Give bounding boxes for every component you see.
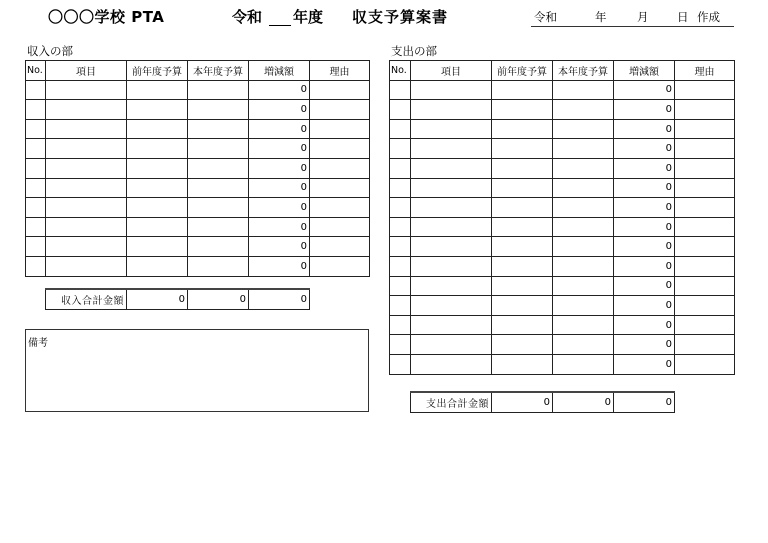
cell-no — [26, 158, 46, 178]
table-row — [390, 178, 735, 198]
table-row — [390, 139, 735, 159]
cell-prev-budget[interactable] — [492, 178, 553, 198]
cell-prev-budget[interactable] — [492, 100, 553, 120]
cell-no — [26, 198, 46, 218]
cell-curr-budget[interactable] — [553, 139, 614, 159]
date-era: 令和 — [534, 10, 557, 24]
title-nendo: 年度 — [293, 8, 324, 26]
col-header-prev-budget: 前年度予算 — [127, 61, 188, 81]
col-header-difference: 増減額 — [614, 61, 675, 81]
cell-difference: 0 — [614, 139, 675, 159]
cell-prev-budget[interactable] — [127, 256, 188, 276]
cell-reason[interactable] — [310, 178, 370, 198]
cell-no — [390, 256, 411, 276]
table-row — [390, 256, 735, 276]
cell-no — [390, 158, 411, 178]
cell-item[interactable] — [411, 217, 492, 237]
title-era: 令和 — [232, 8, 263, 26]
cell-curr-budget[interactable] — [188, 119, 249, 139]
table-row — [26, 256, 370, 276]
cell-prev-budget[interactable] — [127, 119, 188, 139]
cell-difference: 0 — [614, 296, 675, 316]
cell-reason[interactable] — [675, 276, 735, 296]
cell-item[interactable] — [411, 178, 492, 198]
table-row — [390, 315, 735, 335]
cell-reason[interactable] — [310, 100, 370, 120]
cell-no — [390, 100, 411, 120]
expense-total-curr: 0 — [553, 392, 614, 412]
cell-prev-budget[interactable] — [127, 217, 188, 237]
cell-curr-budget[interactable] — [188, 217, 249, 237]
cell-difference: 0 — [249, 198, 310, 218]
col-header-prev-budget: 前年度予算 — [492, 61, 553, 81]
cell-no — [390, 296, 411, 316]
cell-curr-budget[interactable] — [553, 178, 614, 198]
cell-item[interactable] — [411, 158, 492, 178]
school-name: 〇〇〇学校 PTA — [48, 8, 165, 26]
cell-curr-budget[interactable] — [188, 237, 249, 257]
cell-item[interactable] — [411, 237, 492, 257]
cell-difference: 0 — [614, 198, 675, 218]
cell-curr-budget[interactable] — [553, 80, 614, 100]
table-row — [390, 198, 735, 218]
table-row — [390, 119, 735, 139]
cell-difference: 0 — [249, 139, 310, 159]
cell-curr-budget[interactable] — [553, 237, 614, 257]
income-total-curr: 0 — [188, 289, 249, 309]
income-section-label: 収入の部 — [27, 44, 73, 58]
cell-reason[interactable] — [675, 237, 735, 257]
cell-item[interactable] — [46, 139, 127, 159]
cell-item[interactable] — [411, 198, 492, 218]
cell-curr-budget[interactable] — [553, 119, 614, 139]
cell-item[interactable] — [46, 178, 127, 198]
expense-total-row — [411, 392, 675, 412]
expense-header-row — [390, 61, 735, 81]
cell-no — [26, 217, 46, 237]
cell-reason[interactable] — [310, 217, 370, 237]
cell-prev-budget[interactable] — [492, 139, 553, 159]
table-row — [390, 100, 735, 120]
creation-date-field[interactable] — [531, 8, 734, 27]
cell-difference: 0 — [614, 315, 675, 335]
cell-reason[interactable] — [675, 178, 735, 198]
cell-prev-budget[interactable] — [127, 198, 188, 218]
cell-curr-budget[interactable] — [553, 256, 614, 276]
cell-difference: 0 — [614, 80, 675, 100]
cell-no — [26, 237, 46, 257]
cell-no — [26, 139, 46, 159]
cell-item[interactable] — [411, 296, 492, 316]
cell-prev-budget[interactable] — [492, 237, 553, 257]
cell-prev-budget[interactable] — [127, 237, 188, 257]
cell-prev-budget[interactable] — [492, 217, 553, 237]
cell-curr-budget[interactable] — [188, 198, 249, 218]
date-day-label: 日 — [677, 10, 689, 24]
cell-item[interactable] — [46, 217, 127, 237]
cell-reason[interactable] — [310, 139, 370, 159]
cell-difference: 0 — [614, 119, 675, 139]
cell-difference: 0 — [249, 217, 310, 237]
cell-curr-budget[interactable] — [553, 158, 614, 178]
cell-difference: 0 — [614, 256, 675, 276]
col-header-reason: 理由 — [675, 61, 735, 81]
date-created-label: 作成 — [697, 10, 720, 24]
cell-curr-budget[interactable] — [188, 100, 249, 120]
table-row — [390, 80, 735, 100]
cell-prev-budget[interactable] — [492, 354, 553, 374]
cell-curr-budget[interactable] — [553, 276, 614, 296]
table-row — [26, 119, 370, 139]
cell-difference: 0 — [614, 158, 675, 178]
table-row — [390, 354, 735, 374]
col-header-item: 項目 — [411, 61, 492, 81]
cell-curr-budget[interactable] — [553, 217, 614, 237]
col-header-curr-budget: 本年度予算 — [553, 61, 614, 81]
cell-curr-budget[interactable] — [188, 139, 249, 159]
cell-no — [390, 178, 411, 198]
cell-prev-budget[interactable] — [492, 335, 553, 355]
expense-table — [389, 60, 735, 375]
cell-prev-budget[interactable] — [127, 158, 188, 178]
cell-no — [390, 354, 411, 374]
cell-item[interactable] — [411, 119, 492, 139]
cell-reason[interactable] — [310, 80, 370, 100]
cell-no — [26, 178, 46, 198]
cell-item[interactable] — [46, 80, 127, 100]
cell-curr-budget[interactable] — [553, 335, 614, 355]
expense-total-label: 支出合計金額 — [411, 392, 492, 412]
cell-prev-budget[interactable] — [492, 296, 553, 316]
cell-curr-budget[interactable] — [188, 256, 249, 276]
cell-no — [390, 80, 411, 100]
cell-no — [390, 335, 411, 355]
cell-difference: 0 — [249, 256, 310, 276]
table-row — [26, 237, 370, 257]
table-row — [26, 158, 370, 178]
cell-curr-budget[interactable] — [553, 354, 614, 374]
cell-difference: 0 — [249, 237, 310, 257]
cell-item[interactable] — [46, 158, 127, 178]
cell-difference: 0 — [614, 100, 675, 120]
income-total-label: 収入合計金額 — [46, 289, 127, 309]
cell-reason[interactable] — [310, 256, 370, 276]
date-month-label: 月 — [637, 10, 649, 24]
cell-item[interactable] — [411, 100, 492, 120]
income-total-row — [46, 289, 310, 309]
cell-curr-budget[interactable] — [553, 100, 614, 120]
table-row — [390, 335, 735, 355]
table-row — [26, 178, 370, 198]
col-header-reason: 理由 — [310, 61, 370, 81]
cell-reason[interactable] — [675, 315, 735, 335]
cell-no — [390, 315, 411, 335]
income-total-diff: 0 — [249, 289, 310, 309]
cell-difference: 0 — [614, 335, 675, 355]
cell-reason[interactable] — [675, 158, 735, 178]
cell-item[interactable] — [46, 119, 127, 139]
cell-reason[interactable] — [675, 100, 735, 120]
cell-no — [390, 217, 411, 237]
expense-total-prev: 0 — [492, 392, 553, 412]
table-row — [390, 276, 735, 296]
cell-no — [390, 237, 411, 257]
cell-reason[interactable] — [310, 237, 370, 257]
cell-item[interactable] — [46, 100, 127, 120]
cell-no — [26, 256, 46, 276]
date-year-label: 年 — [595, 10, 607, 24]
cell-reason[interactable] — [310, 119, 370, 139]
cell-difference: 0 — [249, 80, 310, 100]
table-row — [390, 158, 735, 178]
page-title: 収支予算案書 — [352, 8, 449, 26]
cell-no — [26, 119, 46, 139]
expense-total-diff: 0 — [614, 392, 675, 412]
col-header-curr-budget: 本年度予算 — [188, 61, 249, 81]
cell-item[interactable] — [46, 237, 127, 257]
col-header-item: 項目 — [46, 61, 127, 81]
cell-reason[interactable] — [675, 119, 735, 139]
cell-curr-budget[interactable] — [188, 158, 249, 178]
table-row — [26, 100, 370, 120]
cell-item[interactable] — [46, 256, 127, 276]
cell-item[interactable] — [411, 139, 492, 159]
income-header-row — [26, 61, 370, 81]
table-row — [26, 217, 370, 237]
cell-reason[interactable] — [310, 158, 370, 178]
col-header-no: No. — [390, 61, 411, 81]
table-row — [390, 237, 735, 257]
cell-difference: 0 — [249, 158, 310, 178]
cell-reason[interactable] — [675, 354, 735, 374]
cell-prev-budget[interactable] — [492, 80, 553, 100]
cell-no — [26, 100, 46, 120]
col-header-no: No. — [26, 61, 46, 81]
cell-difference: 0 — [614, 217, 675, 237]
cell-reason[interactable] — [675, 139, 735, 159]
cell-reason[interactable] — [310, 198, 370, 218]
cell-prev-budget[interactable] — [127, 80, 188, 100]
cell-reason[interactable] — [675, 217, 735, 237]
table-row — [390, 296, 735, 316]
income-total-prev: 0 — [127, 289, 188, 309]
cell-curr-budget[interactable] — [188, 178, 249, 198]
cell-prev-budget[interactable] — [127, 139, 188, 159]
income-table — [25, 60, 370, 277]
cell-item[interactable] — [411, 335, 492, 355]
cell-reason[interactable] — [675, 335, 735, 355]
table-row — [26, 80, 370, 100]
table-row — [26, 198, 370, 218]
cell-curr-budget[interactable] — [553, 315, 614, 335]
cell-difference: 0 — [614, 354, 675, 374]
income-total-table — [45, 288, 310, 310]
cell-prev-budget[interactable] — [492, 276, 553, 296]
cell-item[interactable] — [411, 256, 492, 276]
cell-prev-budget[interactable] — [492, 198, 553, 218]
col-header-difference: 増減額 — [249, 61, 310, 81]
cell-reason[interactable] — [675, 80, 735, 100]
cell-prev-budget[interactable] — [492, 119, 553, 139]
cell-reason[interactable] — [675, 296, 735, 316]
cell-prev-budget[interactable] — [492, 256, 553, 276]
cell-curr-budget[interactable] — [553, 296, 614, 316]
cell-difference: 0 — [249, 178, 310, 198]
table-row — [26, 139, 370, 159]
cell-no — [26, 80, 46, 100]
cell-curr-budget[interactable] — [188, 80, 249, 100]
cell-item[interactable] — [46, 198, 127, 218]
cell-item[interactable] — [411, 80, 492, 100]
cell-prev-budget[interactable] — [127, 100, 188, 120]
expense-section-label: 支出の部 — [391, 44, 437, 58]
cell-prev-budget[interactable] — [492, 315, 553, 335]
cell-difference: 0 — [249, 100, 310, 120]
cell-prev-budget[interactable] — [127, 178, 188, 198]
expense-total-table — [410, 391, 675, 413]
cell-item[interactable] — [411, 354, 492, 374]
cell-difference: 0 — [249, 119, 310, 139]
cell-curr-budget[interactable] — [553, 198, 614, 218]
cell-reason[interactable] — [675, 256, 735, 276]
cell-no — [390, 139, 411, 159]
cell-reason[interactable] — [675, 198, 735, 218]
cell-no — [390, 119, 411, 139]
cell-item[interactable] — [411, 315, 492, 335]
cell-no — [390, 198, 411, 218]
cell-difference: 0 — [614, 178, 675, 198]
cell-difference: 0 — [614, 237, 675, 257]
cell-item[interactable] — [411, 276, 492, 296]
cell-prev-budget[interactable] — [492, 158, 553, 178]
remarks-box[interactable] — [25, 329, 369, 412]
cell-no — [390, 276, 411, 296]
table-row — [390, 217, 735, 237]
cell-difference: 0 — [614, 276, 675, 296]
remarks-label: 備考 — [28, 338, 48, 349]
fiscal-year-field[interactable] — [269, 6, 291, 26]
